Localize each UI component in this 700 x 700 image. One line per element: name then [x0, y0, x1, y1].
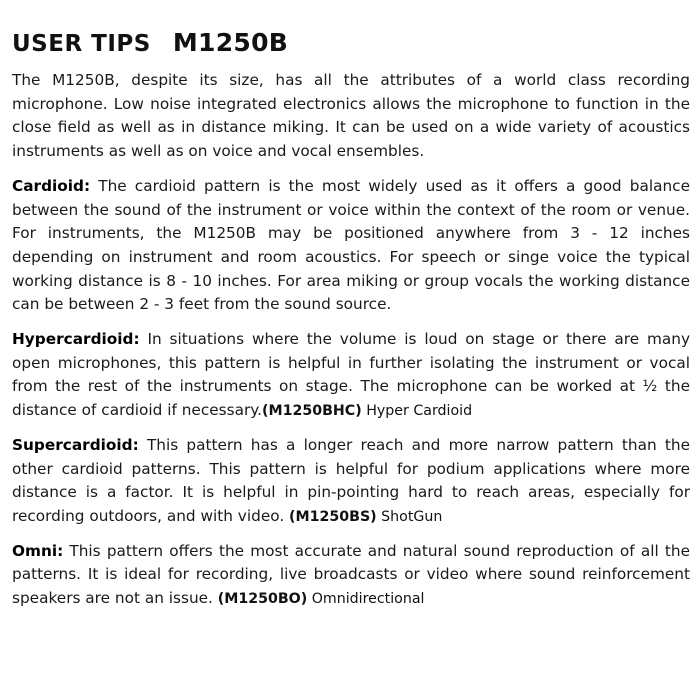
paragraph-intro: [12, 69, 690, 164]
document-header: [12, 28, 690, 57]
paragraph-body: This pattern has a longer reach and more narrow pattern than the other cardioid patterns. This pattern is helpful for podium applications where more distance is a factor. It is helpful in pin-pointing hard to reach areas, especially for recording outdoors, and with video.: [12, 435, 690, 525]
paragraph-tagline: (M1250BO): [217, 591, 308, 608]
paragraph-cardioid: [12, 175, 690, 317]
paragraph-body: In situations where the volume is loud on stage or there are many open microphones, this pattern is helpful in further isolating the instrument or vocal from the rest of the instruments on stage. The microphone can be worked at ½ the distance of cardioid if necessary.: [12, 330, 690, 420]
paragraph-tagline-light: Omnidirectional: [307, 591, 425, 608]
paragraph-tagline: (M1250BHC): [262, 403, 362, 420]
paragraph-lead: Hypercardioid:: [12, 330, 140, 349]
paragraph-hypercardioid: [12, 328, 690, 423]
paragraph-tagline: (M1250BS): [289, 508, 377, 525]
paragraph-tagline-light: Hyper Cardioid: [361, 403, 473, 420]
paragraph-tagline-light: ShotGun: [376, 508, 443, 525]
paragraph-lead: Omni:: [12, 541, 64, 560]
page-title: USER TIPS: [12, 31, 151, 57]
paragraph-omni: [12, 540, 690, 611]
paragraph-body: The cardioid pattern is the most widely used as it offers a good balance between the sound of the instrument or voice within the context of the room or venue. For instruments, the M1250B may be positioned anywhere from 3 - 12 inches depending on instrument and room acoustics. For speech or singe voice the typical working distance is 8 - 10 inches. For area miking or group vocals the working distance can be between 2 - 3 feet from the sound source.: [12, 176, 690, 314]
paragraph-lead: Supercardioid:: [12, 435, 139, 454]
paragraph-lead: Cardioid:: [12, 176, 91, 195]
paragraph-body: This pattern offers the most accurate and natural sound reproduction of all the patterns. It is ideal for recording, live broadcasts or video where sound reinforcement speakers are not an issue.: [12, 541, 690, 608]
model-number: M1250B: [172, 28, 289, 57]
paragraph-body: The M1250B, despite its size, has all the attributes of a world class recording microphone. Low noise integrated electronics allows the microphone to function in the close field as well as in distance miking. It can be used on a wide variety of acoustics instruments as well as on voice and vocal ensembles.: [12, 71, 690, 161]
paragraph-supercardioid: [12, 434, 690, 529]
